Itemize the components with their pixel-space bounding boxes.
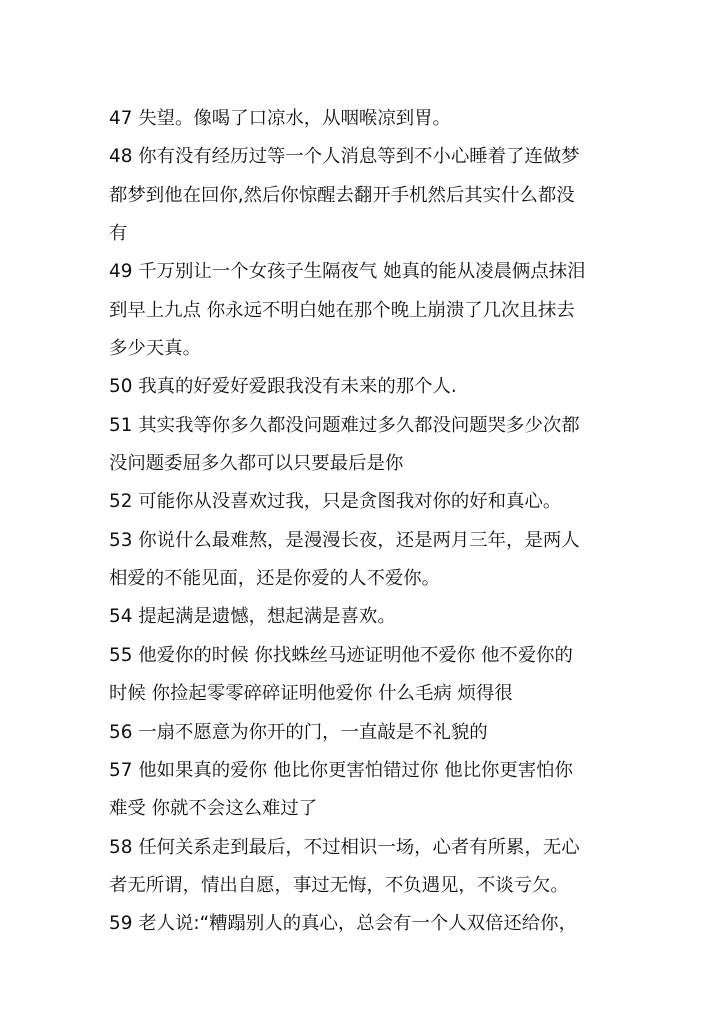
text-line: 难受 你就不会这么难过了 [109,798,318,820]
text-line: 54 提起满是遗憾，想起满是喜欢。 [109,606,396,628]
text-line: 57 他如果真的爱你 他比你更害怕错过你 他比你更害怕你 [109,759,573,781]
text-line: 都梦到他在回你,然后你惊醒去翻开手机然后其实什么都没 [109,184,575,206]
text-line: 59 老人说:“糟蹋别人的真心，总会有一个人双倍还给你， [109,913,577,935]
text-line: 相爱的不能见面，还是你爱的人不爱你。 [109,568,441,590]
text-line: 53 你说什么最难熬，是漫漫长夜，还是两月三年，是两人 [109,529,580,551]
text-line: 48 你有没有经历过等一个人消息等到不小心睡着了连做梦 [109,146,580,168]
text-line: 58 任何关系走到最后，不过相识一场，心者有所累，无心 [109,836,580,858]
text-line: 52 可能你从没喜欢过我，只是贪图我对你的好和真心。 [109,491,562,513]
document-body [109,100,629,944]
text-line: 47 失望。像喝了口凉水，从咽喉凉到胃。 [109,108,451,129]
text-line: 者无所谓，情出自愿，事过无悔，不负遇见，不谈亏欠。 [109,874,569,896]
text-line: 50 我真的好爱好爱跟我没有未来的那个人. [109,376,457,398]
text-line: 到早上九点 你永远不明白她在那个晚上崩溃了几次且抹去 [109,299,575,321]
text-line: 没问题委屈多久都可以只要最后是你 [109,453,404,475]
text-line: 时候 你捡起零零碎碎证明他爱你 什么毛病 烦得很 [109,683,513,705]
text-line: 有 [109,223,128,245]
text-line: 多少天真。 [109,338,201,360]
text-line: 55 他爱你的时候 你找蛛丝马迹证明他不爱你 他不爱你的 [109,644,573,666]
text-line: 49 千万别让一个女孩子生隔夜气 她真的能从凌晨俩点抹泪 [109,261,586,283]
text-line: 56 一扇不愿意为你开的门，一直敲是不礼貌的 [109,721,488,743]
text-line: 51 其实我等你多久都没问题难过多久都没问题哭多少次都 [109,414,580,436]
